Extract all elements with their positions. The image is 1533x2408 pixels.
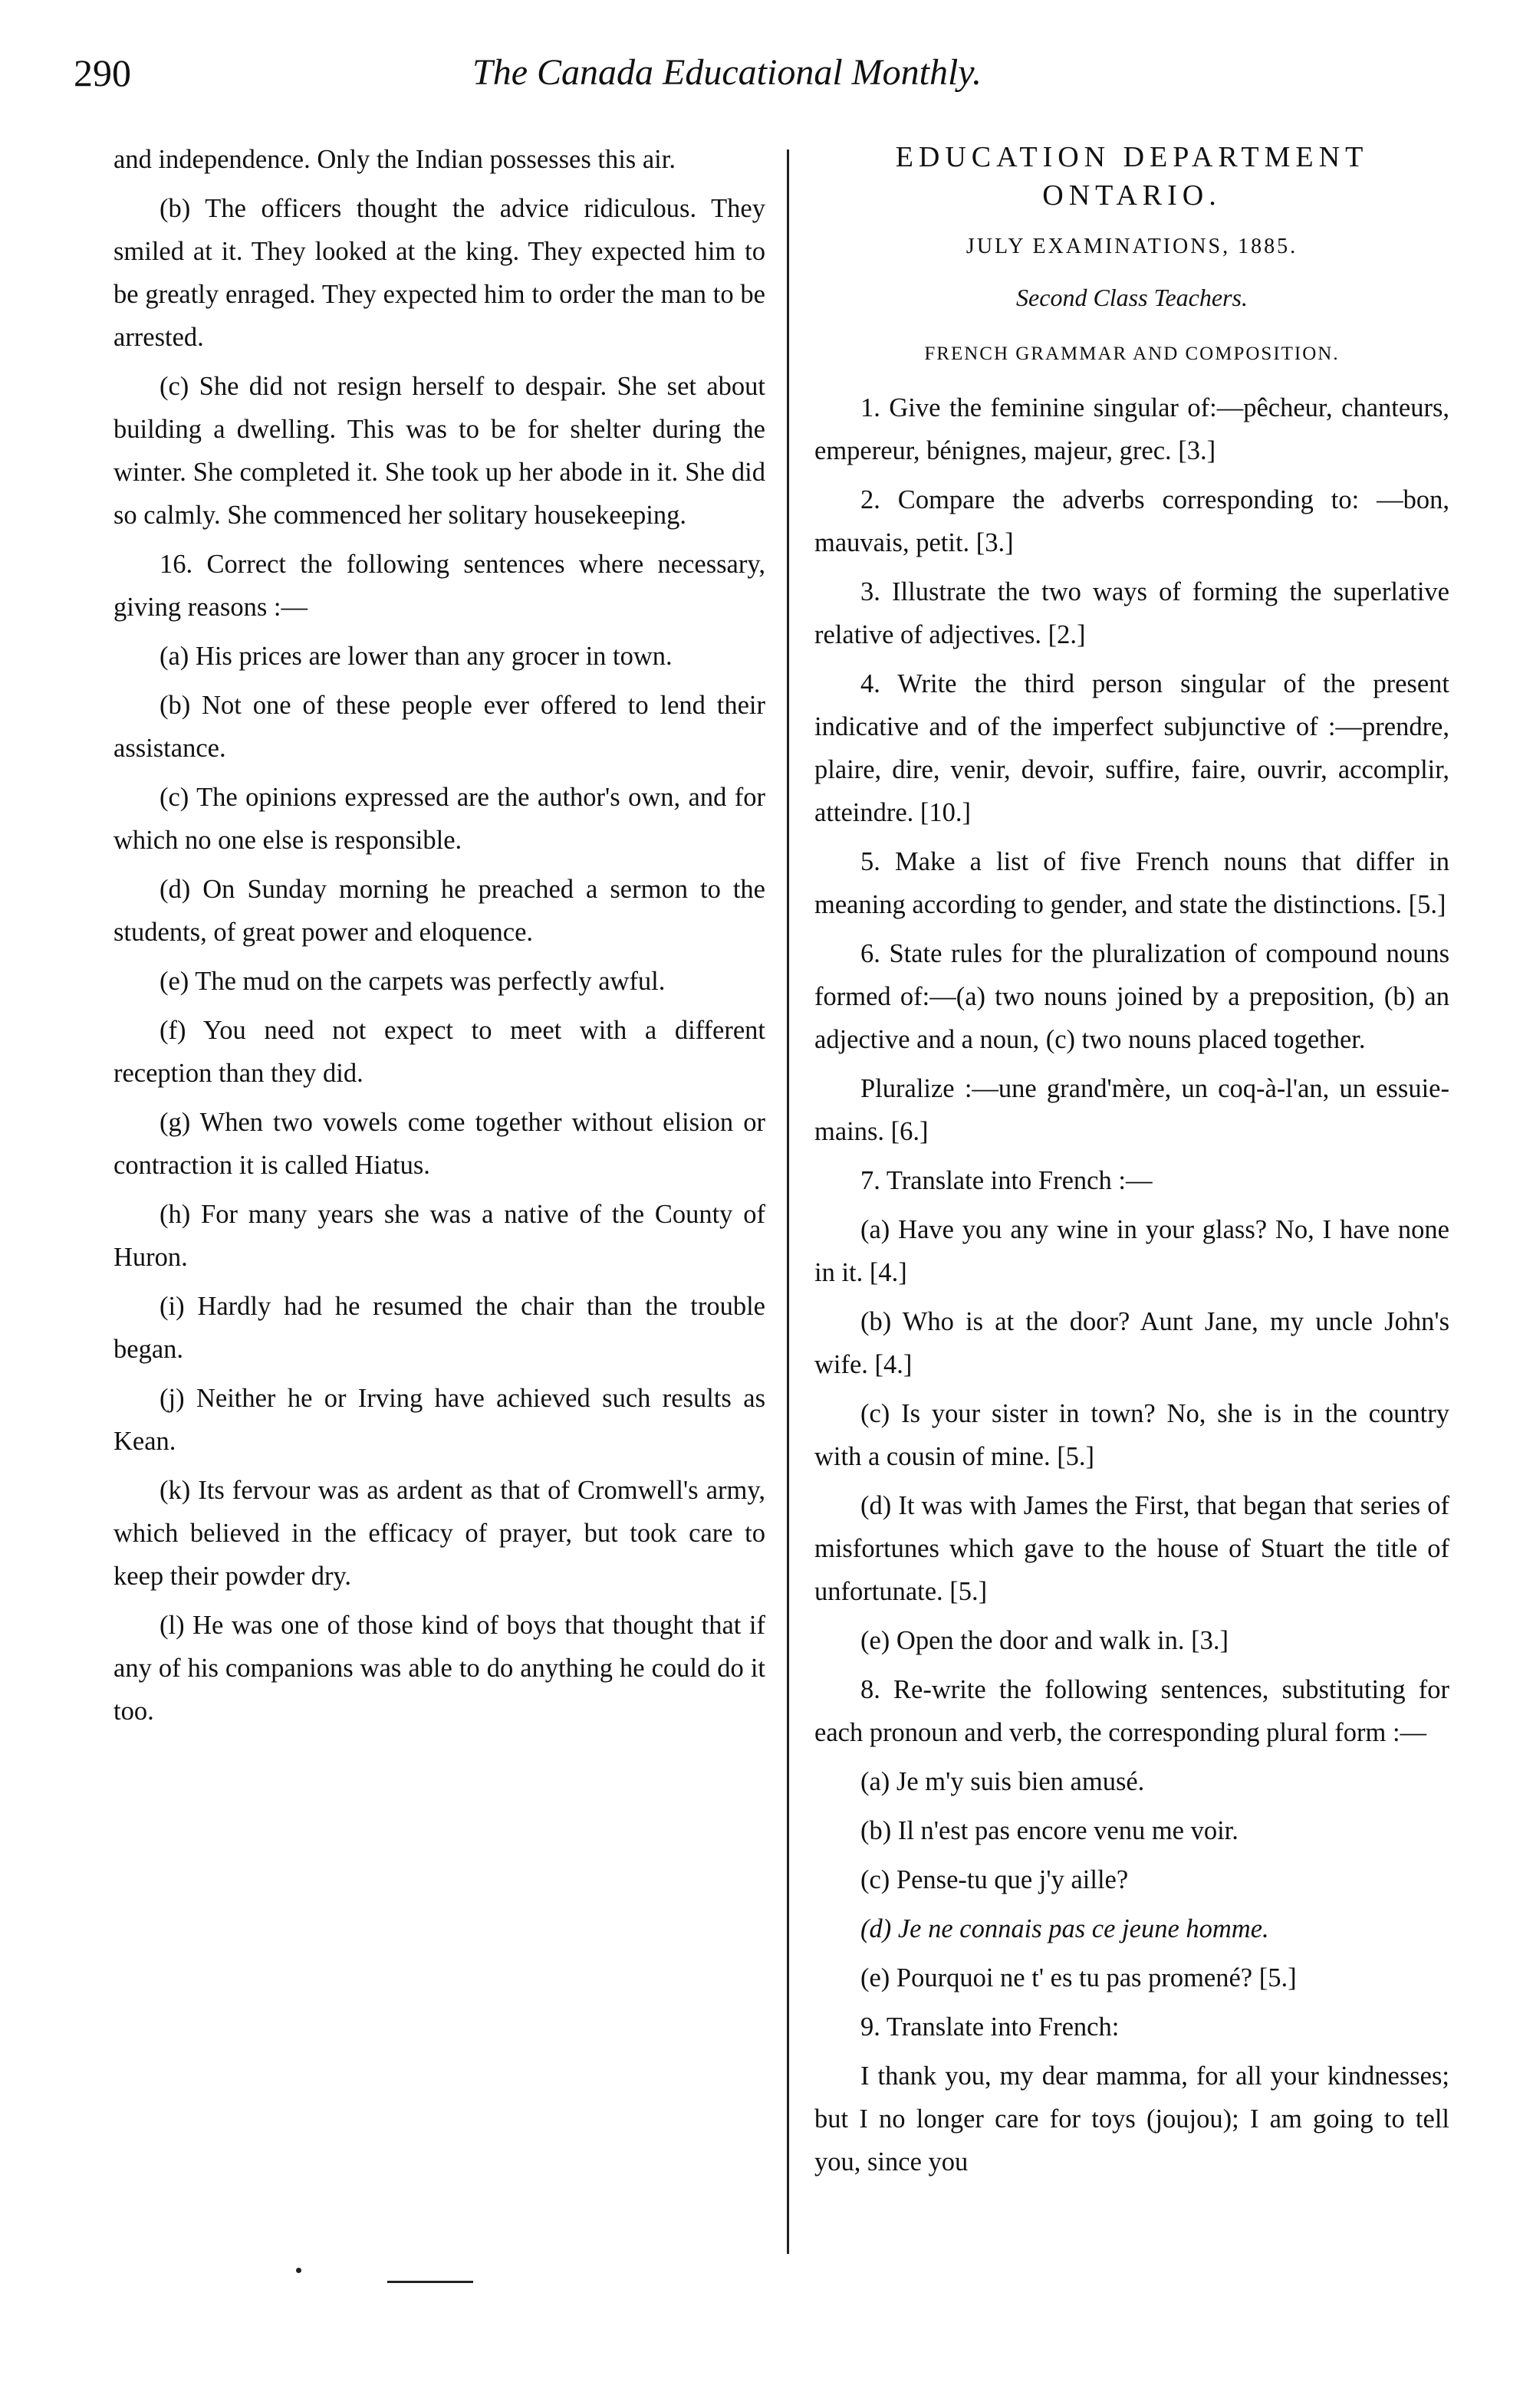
page-number: 290 xyxy=(74,51,131,94)
section-end-rule xyxy=(387,2281,473,2283)
french-question-3: 3. Illustrate the two ways of forming the superlative relative of adjectives. [2.] xyxy=(814,577,1449,649)
sentence-d: (d) On Sunday morning he preached a sermon to the students, of great power and eloquence. xyxy=(113,875,765,947)
french-question-5: 5. Make a list of five French nouns that differ in meaning according to gender, and state the distinctions. [5.] xyxy=(814,847,1449,919)
french-question-1: 1. Give the feminine singular of:—pêcheur, chanteurs, empereur, bénignes, majeur, grec. [3.] xyxy=(814,393,1449,465)
department-heading: EDUCATION DEPARTMENT ONTARIO. xyxy=(895,141,1369,212)
french-question-2: 2. Compare the adverbs corresponding to: —bon, mauvais, petit. [3.] xyxy=(814,485,1449,557)
sentence-f: (f) You need not expect to meet with a different reception than they did. xyxy=(113,1016,765,1088)
question-16: 16. Correct the following sentences where necessary, giving reasons :— xyxy=(113,550,765,622)
french-question-6-pluralize: Pluralize :—une grand'mère, un coq-à-l'an, un essuie-mains. [6.] xyxy=(814,1074,1449,1146)
sentence-b: (b) Not one of these people ever offered to lend their assistance. xyxy=(113,691,765,763)
page-header xyxy=(74,42,1147,103)
rewrite-item-d: (d) Je ne connais pas ce jeune homme. xyxy=(860,1914,1269,1943)
french-question-6: 6. State rules for the pluralization of compound nouns formed of:—(a) two nouns joined by a preposition, (b) an adjective and a noun, (c) two nouns placed together. xyxy=(814,939,1449,1054)
rewrite-item-e: (e) Pourquoi ne t' es tu pas promené? [5.] xyxy=(860,1963,1297,1992)
exercise-item-c: (c) She did not resign herself to despair. She set about building a dwelling. This was to be for shelter during the winter. She completed it. She took up her abode in it. She did so calmly. She commenced her solitary housekeeping. xyxy=(113,372,765,530)
rewrite-item-b: (b) Il n'est pas encore venu me voir. xyxy=(860,1816,1239,1845)
french-question-8: 8. Re-write the following sentences, substituting for each pronoun and verb, the corresponding plural form :— xyxy=(814,1675,1449,1747)
sentence-e: (e) The mud on the carpets was perfectly awful. xyxy=(160,967,666,996)
french-question-4: 4. Write the third person singular of the present indicative and of the imperfect subjunctive of :—prendre, plaire, dire, venir, devoir, suffire, faire, ouvrir, accomplir, atteindre. [10.] xyxy=(814,669,1449,827)
sentence-a: (a) His prices are lower than any grocer in town. xyxy=(160,642,673,671)
right-column xyxy=(814,138,1449,2190)
rewrite-item-c: (c) Pense-tu que j'y aille? xyxy=(860,1865,1129,1894)
sentence-h: (h) For many years she was a native of the County of Huron. xyxy=(113,1200,765,1272)
class-heading: Second Class Teachers. xyxy=(1016,284,1248,311)
translation-item-e: (e) Open the door and walk in. [3.] xyxy=(860,1626,1229,1655)
exercise-item-b: (b) The officers thought the advice ridiculous. They smiled at it. They looked at the king. They expected him to be greatly enraged. They expected him to order the man to be arrested. xyxy=(113,194,765,352)
paragraph-continuation: and independence. Only the Indian possesses this air. xyxy=(113,145,676,174)
translation-passage: I thank you, my dear mamma, for all your kindnesses; but I no longer care for toys (joujou); I am going to tell you, since you xyxy=(814,2061,1449,2176)
french-question-7: 7. Translate into French :— xyxy=(860,1166,1153,1195)
french-question-9: 9. Translate into French: xyxy=(860,2012,1120,2042)
translation-item-c: (c) Is your sister in town? No, she is in the country with a cousin of mine. [5.] xyxy=(814,1399,1449,1471)
left-column xyxy=(113,138,765,1739)
sentence-k: (k) Its fervour was as ardent as that of Cromwell's army, which believed in the efficacy of prayer, but took care to keep their powder dry. xyxy=(113,1476,765,1591)
examination-heading: JULY EXAMINATIONS, 1885. xyxy=(966,235,1298,258)
translation-item-a: (a) Have you any wine in your glass? No, I have none in it. [4.] xyxy=(814,1215,1449,1287)
rewrite-item-a: (a) Je m'y suis bien amusé. xyxy=(860,1767,1145,1796)
sentence-j: (j) Neither he or Irving have achieved such results as Kean. xyxy=(113,1384,765,1456)
sentence-l: (l) He was one of those kind of boys that thought that if any of his companions was able to do anything he could do it too. xyxy=(113,1611,765,1726)
subject-heading: FRENCH GRAMMAR AND COMPOSITION. xyxy=(924,343,1340,364)
translation-item-d: (d) It was with James the First, that began that series of misfortunes which gave to the house of Stuart the title of unfortunate. [5.] xyxy=(814,1491,1449,1606)
sentence-i: (i) Hardly had he resumed the chair than the trouble began. xyxy=(113,1292,765,1364)
column-divider xyxy=(787,149,789,2254)
print-speck xyxy=(296,2268,301,2273)
sentence-c: (c) The opinions expressed are the author's own, and for which no one else is responsible. xyxy=(113,783,765,855)
sentence-g: (g) When two vowels come together without elision or contraction it is called Hiatus. xyxy=(113,1108,765,1180)
translation-item-b: (b) Who is at the door? Aunt Jane, my uncle John's wife. [4.] xyxy=(814,1307,1449,1379)
running-title: The Canada Educational Monthly. xyxy=(472,52,982,93)
